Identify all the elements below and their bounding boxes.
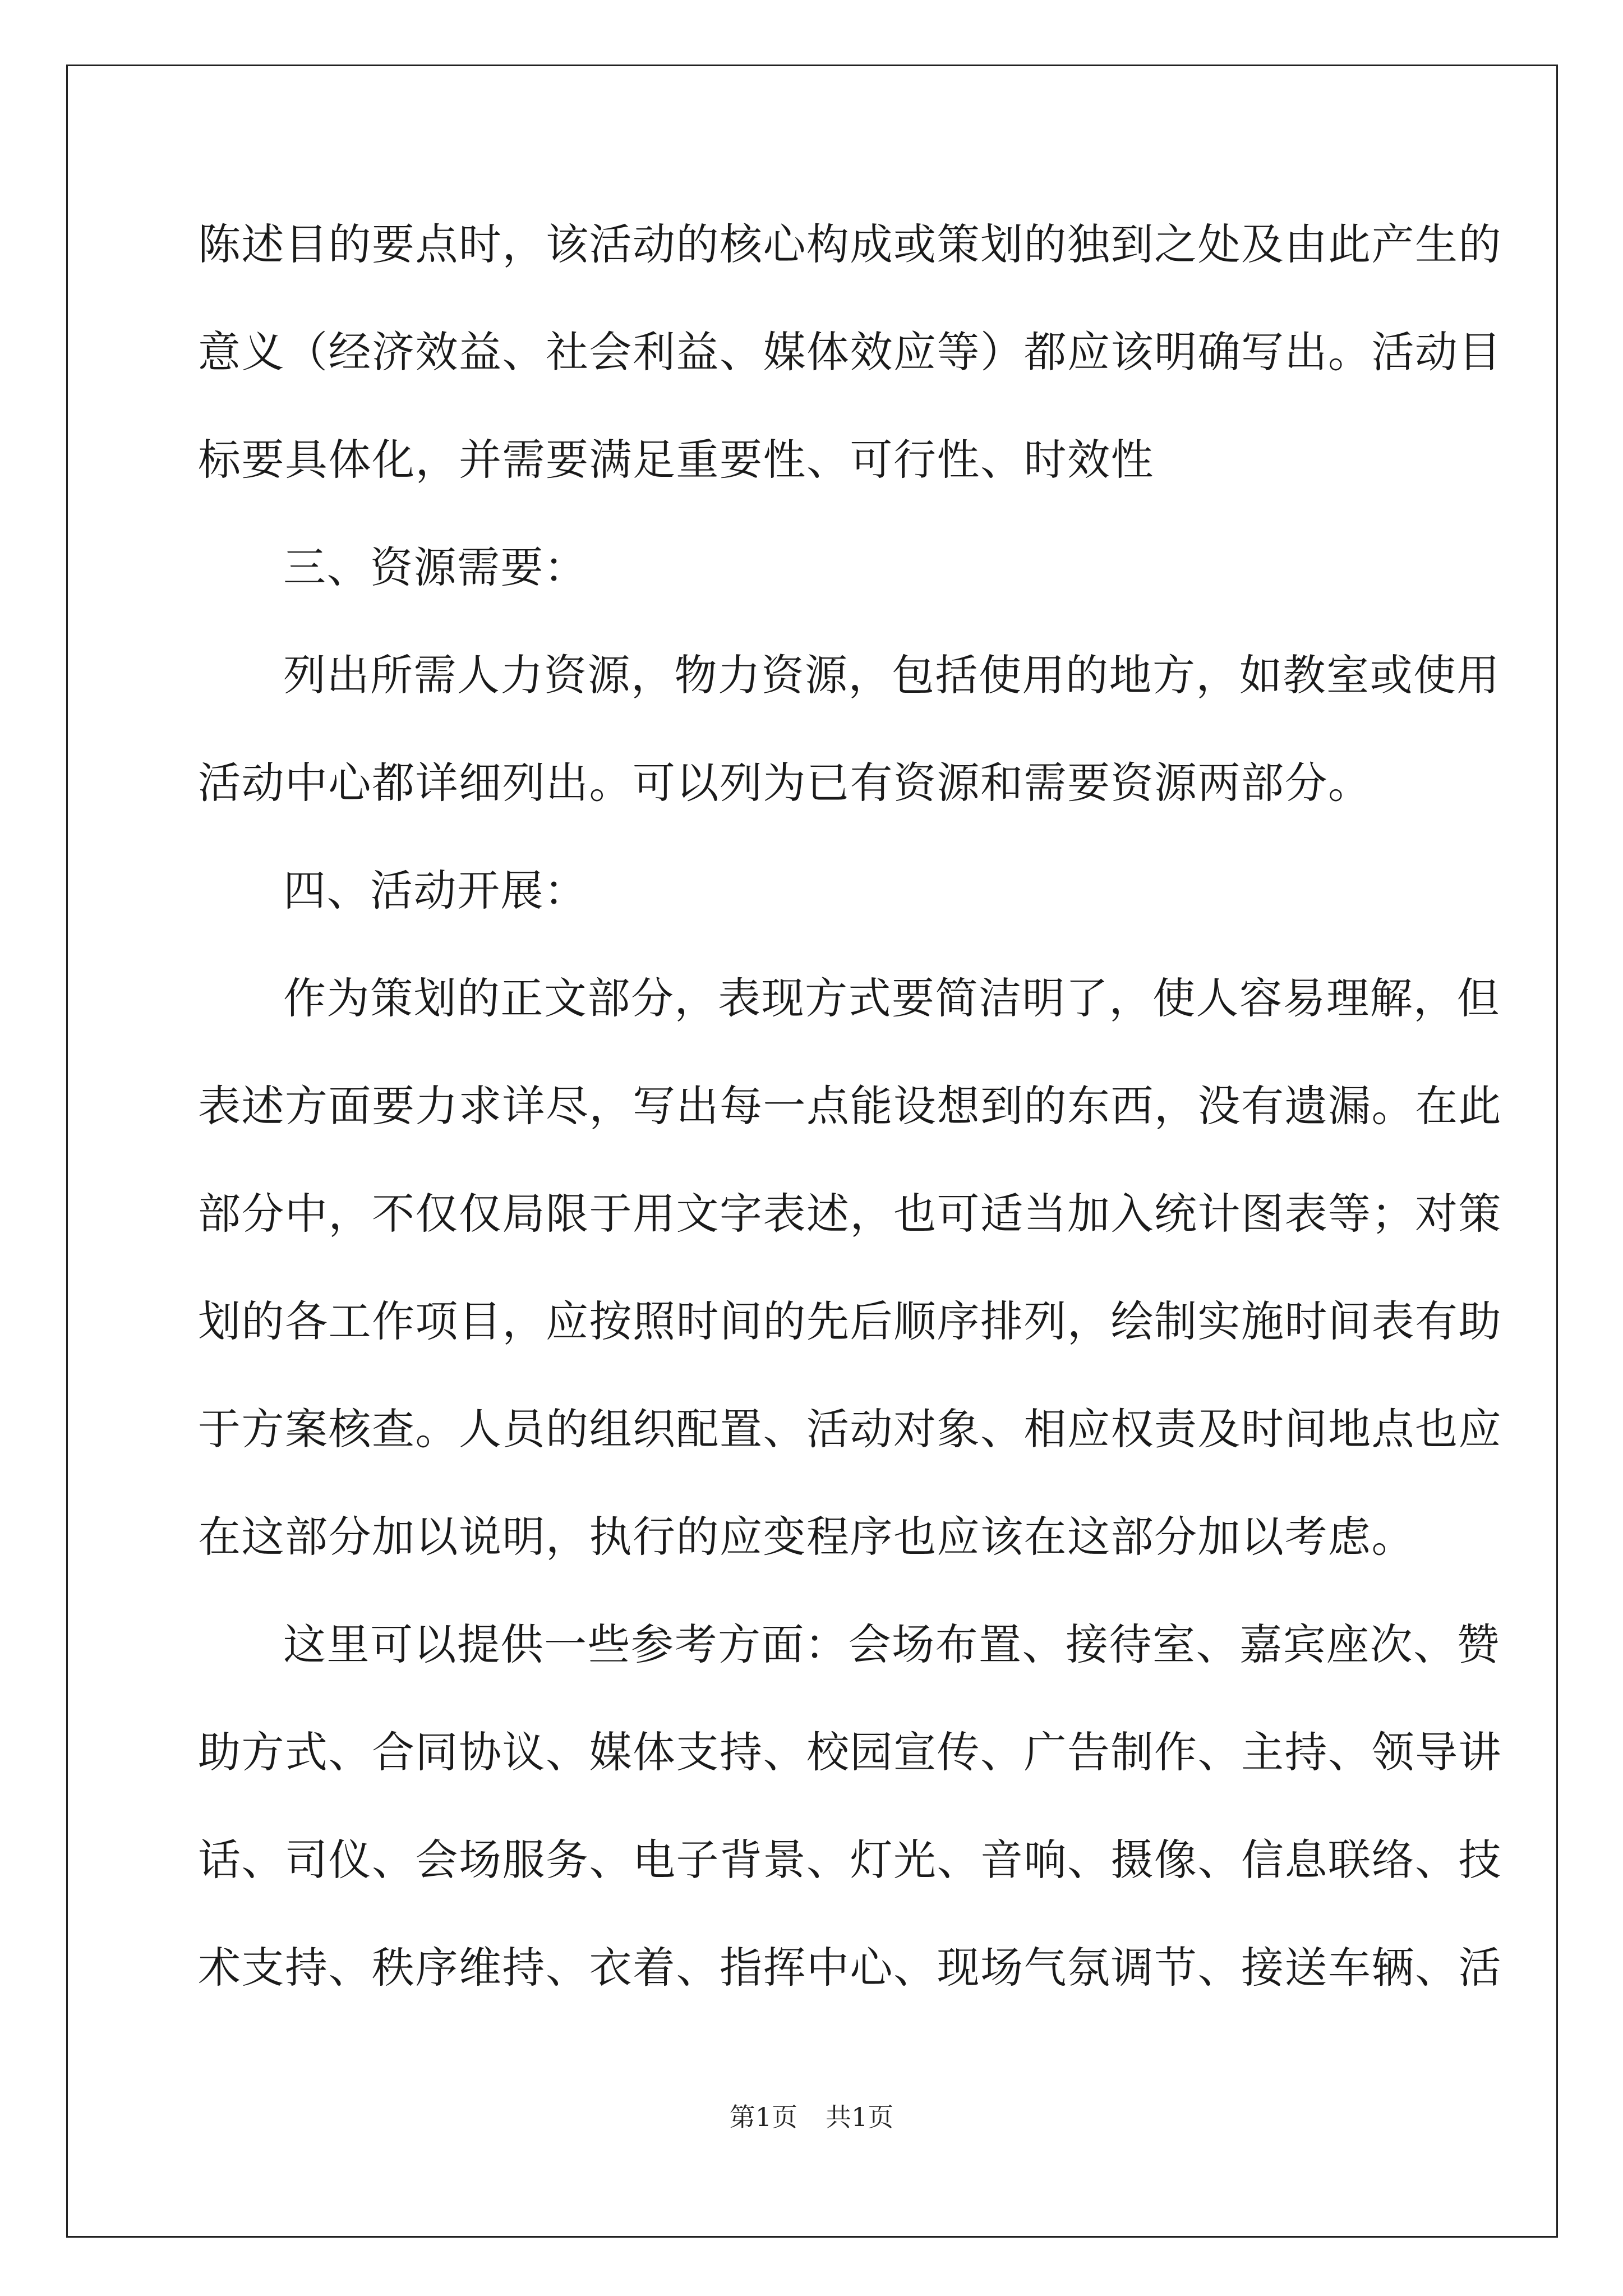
paragraph-line: 陈述目的要点时，该活动的核心构成或策划的独到之处及由此产生的 — [198, 219, 1502, 269]
paragraph-line: 在这部分加以说明，执行的应变程序也应该在这部分加以考虑。 — [198, 1512, 1415, 1562]
section-heading-resources: 三、资源需要： — [283, 542, 588, 592]
paragraph-line: 意义（经济效益、社会利益、媒体效应等）都应该明确写出。活动目 — [198, 327, 1502, 377]
paragraph-line: 作为策划的正文部分，表现方式要简洁明了，使人容易理解，但 — [283, 973, 1500, 1023]
paragraph-line: 于方案核查。人员的组织配置、活动对象、相应权责及时间地点也应 — [198, 1404, 1502, 1454]
paragraph-line: 划的各工作项目，应按照时间的先后顺序排列，绘制实施时间表有助 — [198, 1296, 1502, 1346]
page-number-total: 共1页 — [826, 2102, 894, 2132]
paragraph-line: 列出所需人力资源，物力资源，包括使用的地方，如教室或使用 — [283, 650, 1500, 700]
document-body — [198, 218, 1502, 1995]
paragraph-line: 部分中，不仅仅局限于用文字表述，也可适当加入统计图表等；对策 — [198, 1189, 1502, 1239]
paragraph-line: 术支持、秩序维持、衣着、指挥中心、现场气氛调节、接送车辆、活 — [198, 1943, 1502, 1993]
paragraph-line: 这里可以提供一些参考方面：会场布置、接待室、嘉宾座次、赞 — [283, 1619, 1500, 1669]
paragraph-line: 活动中心都详细列出。可以列为已有资源和需要资源两部分。 — [198, 758, 1372, 808]
section-heading-activities: 四、活动开展： — [283, 866, 588, 915]
paragraph-line: 话、司仪、会场服务、电子背景、灯光、音响、摄像、信息联络、技 — [198, 1835, 1502, 1885]
paragraph-line: 助方式、合同协议、媒体支持、校园宣传、广告制作、主持、领导讲 — [198, 1727, 1502, 1777]
paragraph-line: 表述方面要力求详尽，写出每一点能设想到的东西，没有遗漏。在此 — [198, 1081, 1502, 1131]
paragraph-line: 标要具体化，并需要满足重要性、可行性、时效性 — [198, 435, 1154, 485]
page-number-current: 第1页 — [729, 2102, 797, 2132]
page-footer — [0, 2100, 1623, 2134]
